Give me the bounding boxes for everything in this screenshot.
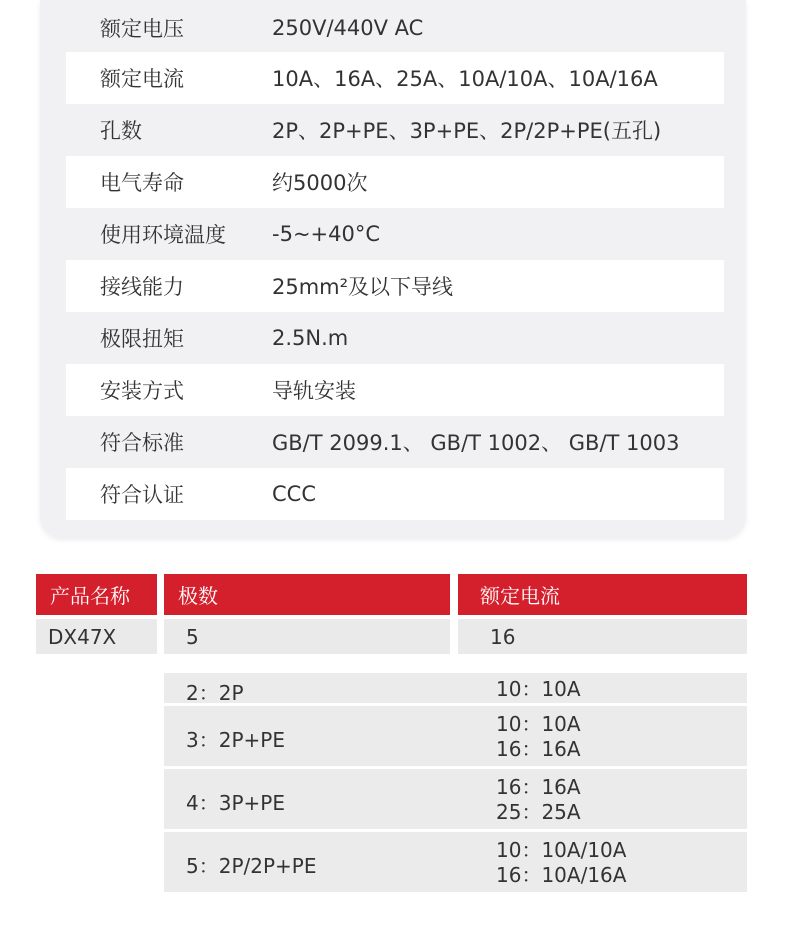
spec-row-wiring [66,260,724,312]
option-current: 10：10A [496,677,581,701]
spec-label: 符合标准 [100,431,184,455]
option-row [164,832,747,892]
header-rated-current: 额定电流 [458,574,747,615]
option-row [164,769,747,829]
option-currents [496,775,581,825]
spec-row-certification [66,468,724,520]
spec-value: 2P、2P+PE、3P+PE、2P/2P+PE(五孔) [272,119,662,143]
spec-value: 10A、16A、25A、10A/10A、10A/16A [272,67,658,91]
spec-row-temperature [66,208,724,260]
spec-row-voltage [66,2,724,54]
cell-product-name: DX47X [36,619,157,654]
option-current: 10：10A/10A [496,838,627,862]
spec-label: 安装方式 [100,379,184,403]
spec-value: GB/T 2099.1、 GB/T 1002、 GB/T 1003 [272,431,680,455]
spec-value: 导轨安装 [272,379,356,403]
cell-poles: 5 [164,619,450,654]
spec-label: 接线能力 [100,275,184,299]
option-pole: 4：3P+PE [186,791,285,815]
spec-row-holes [66,104,724,156]
spec-label: 极限扭矩 [100,327,184,351]
option-currents [496,677,581,702]
spec-row-current [66,52,724,104]
spec-value: 约5000次 [272,171,368,195]
option-current: 25：25A [496,800,581,824]
spec-label: 额定电压 [100,17,184,41]
spec-row-mounting [66,364,724,416]
spec-row-standards [66,416,724,468]
option-pole: 2：2P [186,681,244,705]
spec-row-torque [66,312,724,364]
spec-value: 2.5N.m [272,326,349,350]
spec-label: 孔数 [100,119,142,143]
header-product-name: 产品名称 [36,574,157,615]
option-pole: 3：2P+PE [186,728,285,752]
spec-value: 25mm²及以下导线 [272,275,454,299]
option-current: 16：16A [496,737,581,761]
header-poles: 极数 [164,574,450,615]
option-currents [496,712,581,762]
option-row [164,673,747,703]
spec-row-life [66,156,724,208]
option-pole: 5：2P/2P+PE [186,854,317,878]
option-current: 10：10A [496,712,581,736]
option-current: 16：10A/16A [496,863,627,887]
cell-rated-current: 16 [458,619,747,654]
spec-label: 使用环境温度 [100,223,226,247]
spec-value: -5~+40°C [272,222,381,246]
option-current: 16：16A [496,775,581,799]
spec-label: 额定电流 [100,67,184,91]
spec-value: CCC [272,482,316,506]
option-row [164,706,747,766]
spec-label: 符合认证 [100,483,184,507]
spec-label: 电气寿命 [100,171,184,195]
option-currents [496,838,626,888]
spec-value: 250V/440V AC [272,16,424,40]
